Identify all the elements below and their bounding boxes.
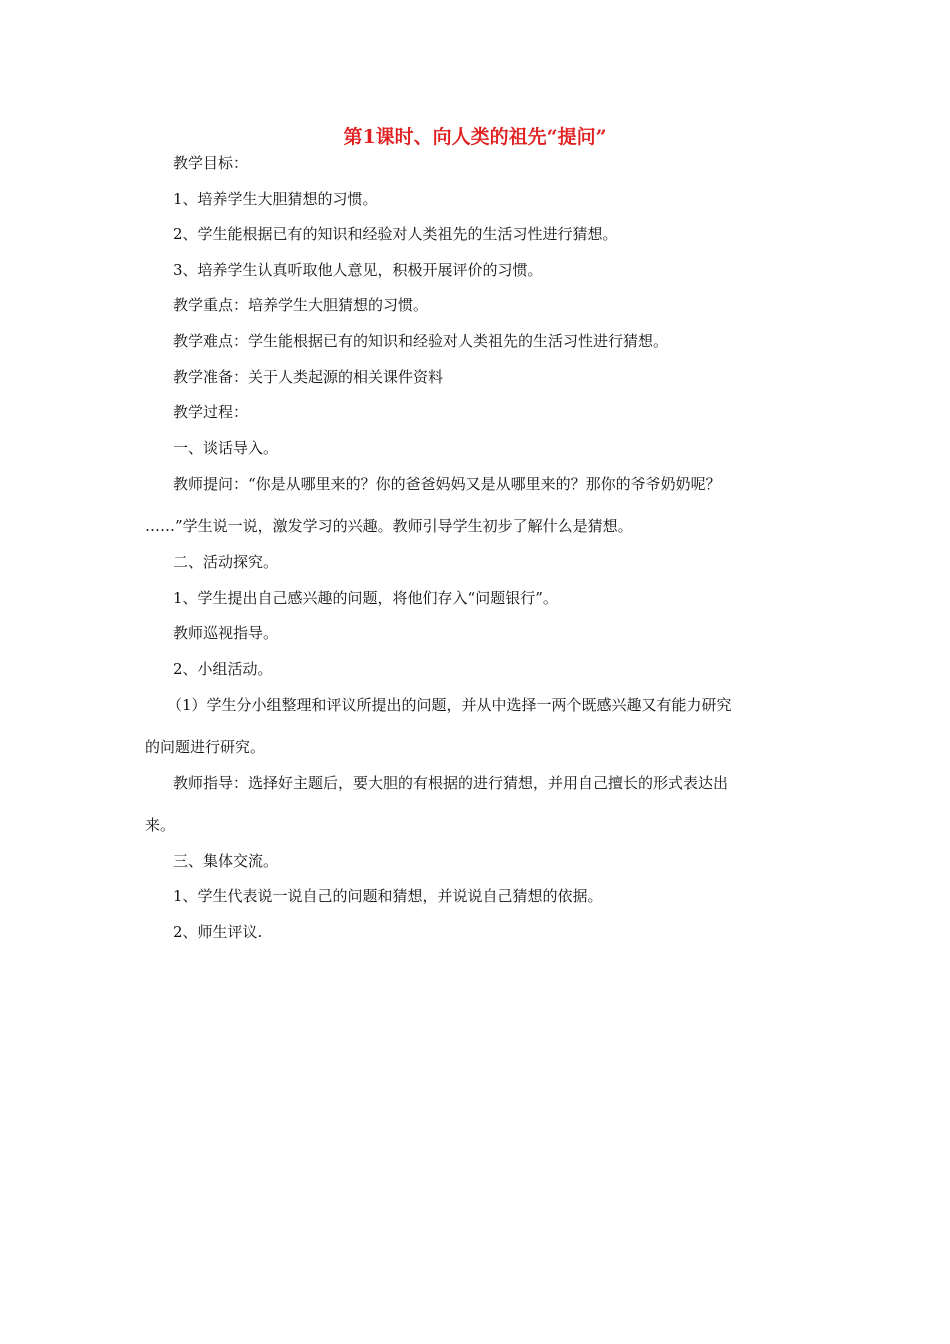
paragraph-line: 教学目标： <box>173 154 249 172</box>
paragraph-line: 一、谈话导入。 <box>173 439 279 457</box>
paragraph-line: 来。 <box>145 816 176 834</box>
paragraph-line: 1、学生提出自己感兴趣的问题，将他们存入“问题银行”。 <box>173 589 558 607</box>
document-title: 第1课时、向人类的祖先“提问” <box>343 126 607 148</box>
paragraph-line: 教学过程： <box>173 403 249 421</box>
paragraph-line: 3、培养学生认真听取他人意见，积极开展评价的习惯。 <box>173 261 543 279</box>
paragraph-line: 1、学生代表说一说自己的问题和猜想，并说说自己猜想的依据。 <box>173 887 603 905</box>
paragraph-line: 二、活动探究。 <box>173 553 279 571</box>
paragraph-line: 2、师生评议. <box>173 923 263 941</box>
paragraph-line: 教师巡视指导。 <box>173 624 279 642</box>
paragraph-line: 的问题进行研究。 <box>145 738 266 756</box>
paragraph-line: 教学准备：关于人类起源的相关课件资料 <box>173 368 444 386</box>
paragraph-line: 三、集体交流。 <box>173 852 279 870</box>
paragraph-line: 2、学生能根据已有的知识和经验对人类祖先的生活习性进行猜想。 <box>173 225 618 243</box>
paragraph-line: 教学重点：培养学生大胆猜想的习惯。 <box>173 296 429 314</box>
paragraph-line: 1、培养学生大胆猜想的习惯。 <box>173 190 378 208</box>
paragraph-line: 教师提问：“你是从哪里来的？你的爸爸妈妈又是从哪里来的？那你的爷爷奶奶呢？ <box>173 475 721 493</box>
paragraph-line: 2、小组活动。 <box>173 660 273 678</box>
paragraph-line: 教师指导：选择好主题后，要大胆的有根据的进行猜想，并用自己擅长的形式表达出 <box>173 774 729 792</box>
paragraph-line: 教学难点：学生能根据已有的知识和经验对人类祖先的生活习性进行猜想。 <box>173 332 669 350</box>
paragraph-line: （1）学生分小组整理和评议所提出的问题，并从中选择一两个既感兴趣又有能力研究 <box>167 696 732 714</box>
paragraph-line: ……”学生说一说，激发学习的兴趣。教师引导学生初步了解什么是猜想。 <box>145 517 633 535</box>
